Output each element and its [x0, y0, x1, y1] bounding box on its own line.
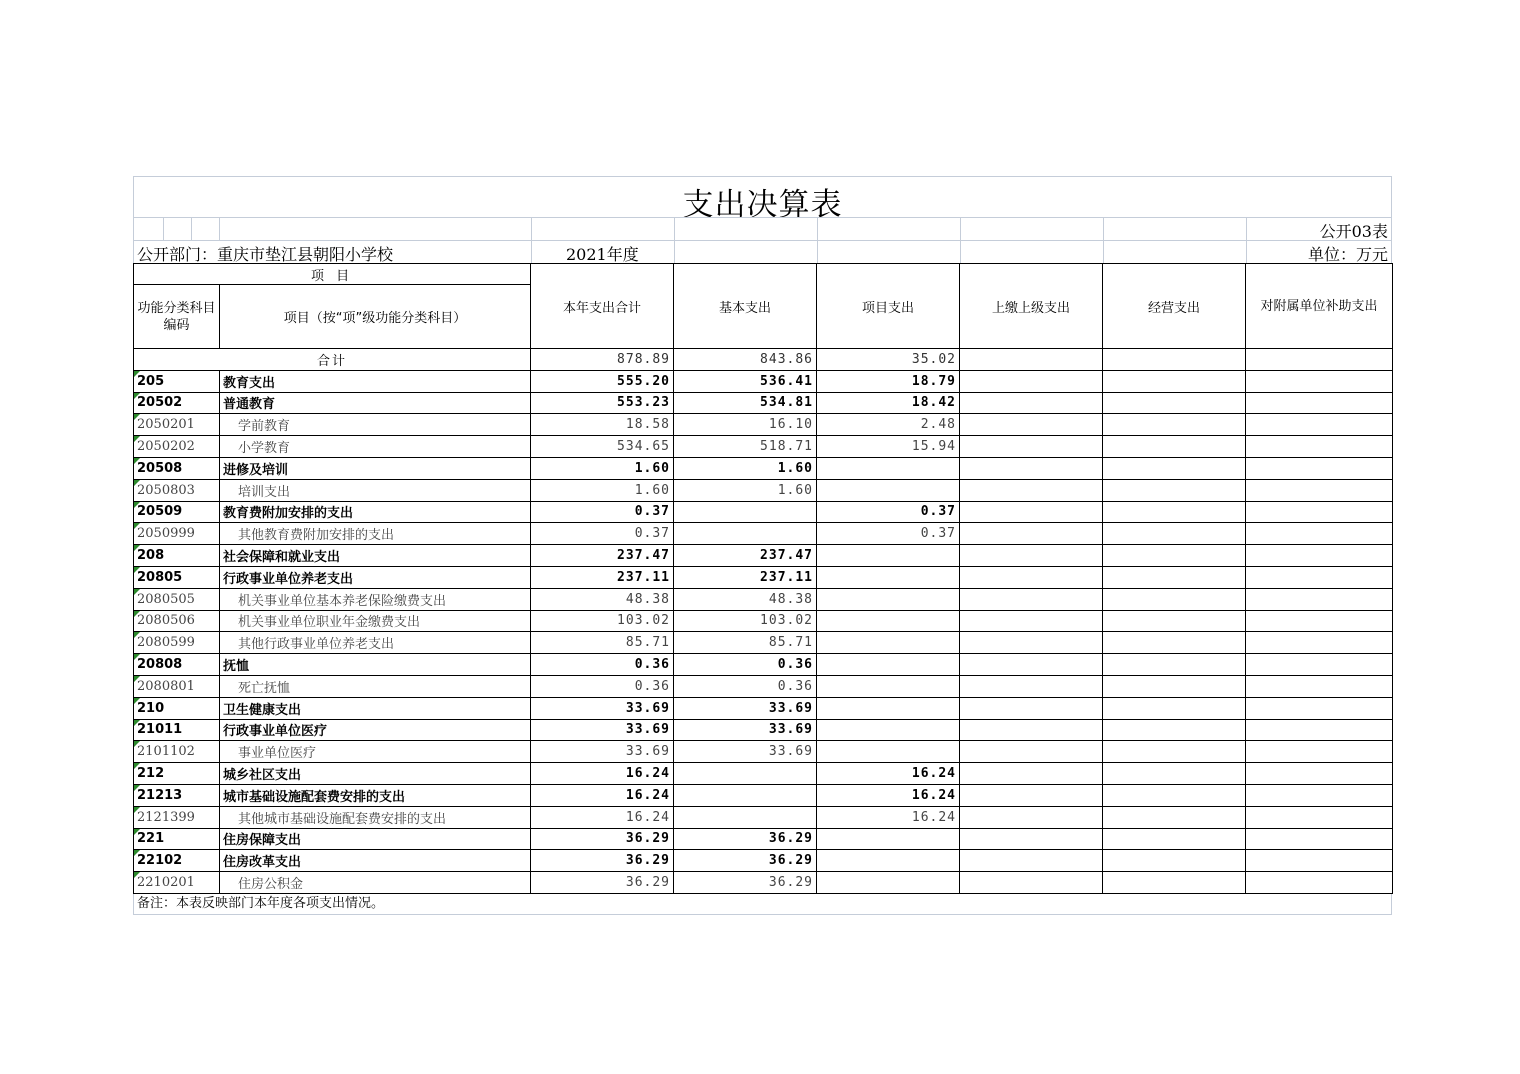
- row-upper: [960, 479, 1103, 501]
- row-name: 培训支出: [220, 479, 531, 501]
- header-total: 本年支出合计: [531, 264, 674, 349]
- row-upper: [960, 675, 1103, 697]
- row-code: 2080506: [134, 610, 220, 632]
- row-project: [817, 675, 960, 697]
- row-name: 行政事业单位养老支出: [220, 566, 531, 588]
- row-total: 36.29: [531, 828, 674, 850]
- header-basic: 基本支出: [674, 264, 817, 349]
- row-code: 221: [134, 828, 220, 850]
- row-project: [817, 566, 960, 588]
- department-label: 公开部门：重庆市垫江县朝阳小学校: [137, 245, 394, 264]
- row-project: [817, 719, 960, 741]
- row-subsidy: [1246, 763, 1393, 785]
- row-subsidy: [1246, 806, 1393, 828]
- table-row: [134, 414, 1393, 436]
- row-upper: [960, 457, 1103, 479]
- row-business: [1103, 501, 1246, 523]
- row-upper: [960, 414, 1103, 436]
- row-total: 1.60: [531, 479, 674, 501]
- row-business: [1103, 566, 1246, 588]
- header-code: 功能分类科目编码: [134, 285, 220, 349]
- row-name: 抚恤: [220, 654, 531, 676]
- row-total: 16.24: [531, 763, 674, 785]
- table-row: [134, 697, 1393, 719]
- total-business: [1103, 349, 1246, 371]
- row-name: 机关事业单位基本养老保险缴费支出: [220, 588, 531, 610]
- row-business: [1103, 370, 1246, 392]
- row-total: 85.71: [531, 632, 674, 654]
- row-name: 社会保障和就业支出: [220, 545, 531, 567]
- row-subsidy: [1246, 588, 1393, 610]
- header-subsidy: 对附属单位补助支出: [1246, 264, 1393, 349]
- row-name: 小学教育: [220, 436, 531, 458]
- row-subsidy: [1246, 654, 1393, 676]
- row-upper: [960, 784, 1103, 806]
- row-basic: 237.47: [674, 545, 817, 567]
- row-total: 237.11: [531, 566, 674, 588]
- row-business: [1103, 763, 1246, 785]
- row-business: [1103, 392, 1246, 414]
- row-basic: 16.10: [674, 414, 817, 436]
- row-basic: 36.29: [674, 828, 817, 850]
- row-subsidy: [1246, 719, 1393, 741]
- row-subsidy: [1246, 414, 1393, 436]
- row-project: [817, 828, 960, 850]
- row-basic: 103.02: [674, 610, 817, 632]
- row-total: 33.69: [531, 741, 674, 763]
- header-upper: 上缴上级支出: [960, 264, 1103, 349]
- row-business: [1103, 523, 1246, 545]
- table-row: [134, 719, 1393, 741]
- year-label: 2021年度: [566, 245, 639, 264]
- row-project: [817, 545, 960, 567]
- row-code: 2050803: [134, 479, 220, 501]
- row-project: 16.24: [817, 806, 960, 828]
- table-row: [134, 392, 1393, 414]
- row-code: 205: [134, 370, 220, 392]
- row-name: 其他行政事业单位养老支出: [220, 632, 531, 654]
- row-upper: [960, 545, 1103, 567]
- row-basic: 33.69: [674, 697, 817, 719]
- row-upper: [960, 523, 1103, 545]
- row-upper: [960, 566, 1103, 588]
- row-total: 553.23: [531, 392, 674, 414]
- row-basic: 36.29: [674, 872, 817, 894]
- row-total: 33.69: [531, 697, 674, 719]
- row-upper: [960, 741, 1103, 763]
- row-code: 2101102: [134, 741, 220, 763]
- row-name: 城乡社区支出: [220, 763, 531, 785]
- row-code: 2080505: [134, 588, 220, 610]
- row-basic: 0.36: [674, 654, 817, 676]
- row-basic: 48.38: [674, 588, 817, 610]
- table-row: [134, 370, 1393, 392]
- row-code: 20502: [134, 392, 220, 414]
- table-row: [134, 872, 1393, 894]
- row-basic: [674, 763, 817, 785]
- row-business: [1103, 850, 1246, 872]
- row-subsidy: [1246, 850, 1393, 872]
- row-upper: [960, 370, 1103, 392]
- header-business: 经营支出: [1103, 264, 1246, 349]
- row-business: [1103, 697, 1246, 719]
- table-row: [134, 610, 1393, 632]
- row-basic: 534.81: [674, 392, 817, 414]
- row-business: [1103, 784, 1246, 806]
- row-business: [1103, 545, 1246, 567]
- total-basic: 843.86: [674, 349, 817, 371]
- table-row: [134, 436, 1393, 458]
- row-basic: 0.36: [674, 675, 817, 697]
- row-name: 学前教育: [220, 414, 531, 436]
- row-project: [817, 610, 960, 632]
- row-code: 2050999: [134, 523, 220, 545]
- row-name: 教育支出: [220, 370, 531, 392]
- table-id: 公开03表: [1319, 222, 1388, 241]
- row-project: [817, 850, 960, 872]
- row-code: 208: [134, 545, 220, 567]
- row-basic: [674, 784, 817, 806]
- row-subsidy: [1246, 501, 1393, 523]
- row-basic: [674, 501, 817, 523]
- row-total: 0.37: [531, 523, 674, 545]
- row-name: 城市基础设施配套费安排的支出: [220, 784, 531, 806]
- title-row: [133, 176, 1392, 223]
- row-business: [1103, 414, 1246, 436]
- row-subsidy: [1246, 632, 1393, 654]
- row-subsidy: [1246, 523, 1393, 545]
- meta-row-table-id: [133, 217, 1392, 240]
- expenditure-table: [133, 263, 1393, 894]
- table-row: [134, 479, 1393, 501]
- row-upper: [960, 806, 1103, 828]
- row-project: [817, 697, 960, 719]
- row-basic: 518.71: [674, 436, 817, 458]
- row-subsidy: [1246, 436, 1393, 458]
- table-row: [134, 632, 1393, 654]
- row-upper: [960, 610, 1103, 632]
- row-subsidy: [1246, 697, 1393, 719]
- row-subsidy: [1246, 566, 1393, 588]
- table-row: [134, 806, 1393, 828]
- row-upper: [960, 392, 1103, 414]
- row-name: 卫生健康支出: [220, 697, 531, 719]
- row-total: 0.37: [531, 501, 674, 523]
- row-total: 16.24: [531, 806, 674, 828]
- row-project: 18.42: [817, 392, 960, 414]
- row-subsidy: [1246, 784, 1393, 806]
- row-code: 212: [134, 763, 220, 785]
- footnote: 备注：本表反映部门本年度各项支出情况。: [133, 894, 1392, 915]
- row-project: 16.24: [817, 763, 960, 785]
- row-name: 事业单位医疗: [220, 741, 531, 763]
- row-name: 机关事业单位职业年金缴费支出: [220, 610, 531, 632]
- row-code: 2050201: [134, 414, 220, 436]
- row-business: [1103, 872, 1246, 894]
- row-code: 21213: [134, 784, 220, 806]
- row-subsidy: [1246, 392, 1393, 414]
- sheet-title: 支出决算表: [682, 187, 843, 223]
- unit-label: 单位：万元: [1307, 245, 1388, 264]
- row-code: 20808: [134, 654, 220, 676]
- row-code: 2080599: [134, 632, 220, 654]
- row-basic: 85.71: [674, 632, 817, 654]
- row-name: 其他教育费附加安排的支出: [220, 523, 531, 545]
- row-code: 20508: [134, 457, 220, 479]
- row-business: [1103, 741, 1246, 763]
- row-subsidy: [1246, 457, 1393, 479]
- row-code: 2121399: [134, 806, 220, 828]
- row-upper: [960, 719, 1103, 741]
- row-basic: [674, 523, 817, 545]
- row-project: [817, 654, 960, 676]
- row-business: [1103, 828, 1246, 850]
- row-project: [817, 479, 960, 501]
- row-upper: [960, 632, 1103, 654]
- row-basic: 1.60: [674, 479, 817, 501]
- row-basic: 36.29: [674, 850, 817, 872]
- total-label: 合计: [134, 349, 531, 371]
- table-row: [134, 828, 1393, 850]
- row-total: 534.65: [531, 436, 674, 458]
- row-code: 22102: [134, 850, 220, 872]
- row-name: 其他城市基础设施配套费安排的支出: [220, 806, 531, 828]
- row-project: [817, 872, 960, 894]
- header-name: 项目（按“项”级功能分类科目）: [220, 285, 531, 349]
- row-business: [1103, 436, 1246, 458]
- table-row: [134, 588, 1393, 610]
- row-upper: [960, 828, 1103, 850]
- row-business: [1103, 632, 1246, 654]
- row-total: 555.20: [531, 370, 674, 392]
- row-subsidy: [1246, 479, 1393, 501]
- expenditure-sheet: [133, 176, 1392, 915]
- table-row: [134, 784, 1393, 806]
- row-project: 0.37: [817, 501, 960, 523]
- row-code: 210: [134, 697, 220, 719]
- row-basic: 237.11: [674, 566, 817, 588]
- table-row: [134, 741, 1393, 763]
- row-business: [1103, 479, 1246, 501]
- row-upper: [960, 501, 1103, 523]
- header-project: 项目支出: [817, 264, 960, 349]
- table-row: [134, 457, 1393, 479]
- row-project: [817, 457, 960, 479]
- row-basic: 536.41: [674, 370, 817, 392]
- row-name: 普通教育: [220, 392, 531, 414]
- row-business: [1103, 719, 1246, 741]
- row-subsidy: [1246, 370, 1393, 392]
- row-total: 237.47: [531, 545, 674, 567]
- row-total: 0.36: [531, 654, 674, 676]
- row-subsidy: [1246, 828, 1393, 850]
- row-business: [1103, 588, 1246, 610]
- row-total: 0.36: [531, 675, 674, 697]
- row-subsidy: [1246, 675, 1393, 697]
- row-code: 20509: [134, 501, 220, 523]
- row-upper: [960, 763, 1103, 785]
- row-total: 16.24: [531, 784, 674, 806]
- row-business: [1103, 610, 1246, 632]
- row-business: [1103, 806, 1246, 828]
- row-upper: [960, 850, 1103, 872]
- row-basic: 33.69: [674, 719, 817, 741]
- row-name: 住房改革支出: [220, 850, 531, 872]
- row-name: 进修及培训: [220, 457, 531, 479]
- row-business: [1103, 675, 1246, 697]
- row-subsidy: [1246, 741, 1393, 763]
- table-row: [134, 654, 1393, 676]
- row-project: 18.79: [817, 370, 960, 392]
- table-row: [134, 675, 1393, 697]
- row-name: 死亡抚恤: [220, 675, 531, 697]
- total-subsidy: [1246, 349, 1393, 371]
- row-upper: [960, 872, 1103, 894]
- table-row: [134, 763, 1393, 785]
- row-project: 16.24: [817, 784, 960, 806]
- row-project: [817, 741, 960, 763]
- row-total: 18.58: [531, 414, 674, 436]
- row-code: 20805: [134, 566, 220, 588]
- total-amount: 878.89: [531, 349, 674, 371]
- row-upper: [960, 436, 1103, 458]
- row-upper: [960, 654, 1103, 676]
- row-business: [1103, 654, 1246, 676]
- row-project: 0.37: [817, 523, 960, 545]
- row-total: 33.69: [531, 719, 674, 741]
- row-subsidy: [1246, 872, 1393, 894]
- row-project: [817, 632, 960, 654]
- row-code: 21011: [134, 719, 220, 741]
- row-total: 48.38: [531, 588, 674, 610]
- header-project-group: 项 目: [134, 264, 531, 285]
- table-row: [134, 566, 1393, 588]
- table-row: [134, 850, 1393, 872]
- row-name: 教育费附加安排的支出: [220, 501, 531, 523]
- table-row: [134, 523, 1393, 545]
- table-row: [134, 501, 1393, 523]
- row-subsidy: [1246, 610, 1393, 632]
- row-name: 住房保障支出: [220, 828, 531, 850]
- row-upper: [960, 697, 1103, 719]
- total-project: 35.02: [817, 349, 960, 371]
- row-code: 2080801: [134, 675, 220, 697]
- row-upper: [960, 588, 1103, 610]
- row-basic: 33.69: [674, 741, 817, 763]
- total-upper: [960, 349, 1103, 371]
- row-basic: 1.60: [674, 457, 817, 479]
- row-code: 2050202: [134, 436, 220, 458]
- row-business: [1103, 457, 1246, 479]
- row-code: 2210201: [134, 872, 220, 894]
- row-name: 住房公积金: [220, 872, 531, 894]
- row-total: 36.29: [531, 872, 674, 894]
- meta-row-department: [133, 240, 1392, 263]
- row-subsidy: [1246, 545, 1393, 567]
- total-row: [134, 349, 1393, 371]
- row-project: 15.94: [817, 436, 960, 458]
- row-name: 行政事业单位医疗: [220, 719, 531, 741]
- row-basic: [674, 806, 817, 828]
- row-total: 36.29: [531, 850, 674, 872]
- row-project: 2.48: [817, 414, 960, 436]
- row-total: 1.60: [531, 457, 674, 479]
- row-project: [817, 588, 960, 610]
- table-row: [134, 545, 1393, 567]
- row-total: 103.02: [531, 610, 674, 632]
